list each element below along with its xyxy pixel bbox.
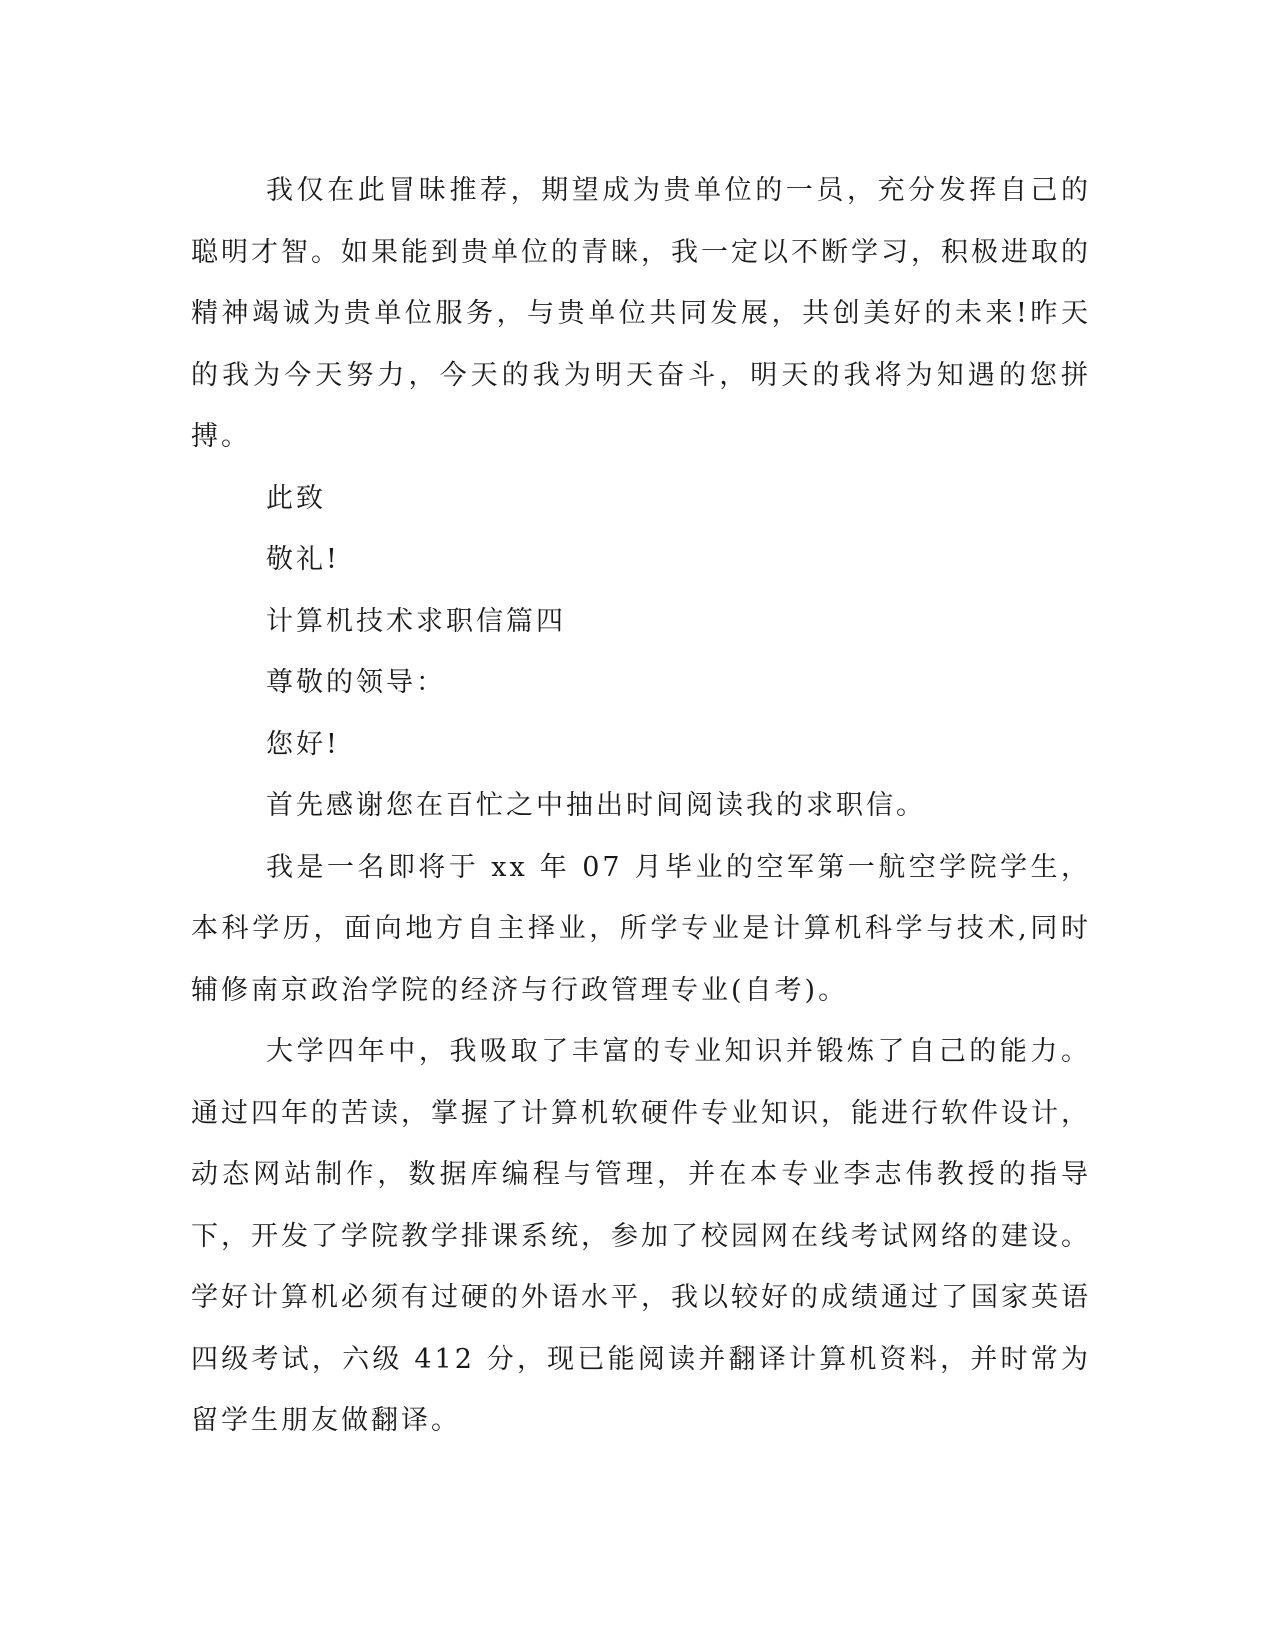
paragraph-introduction: 我是一名即将于 xx 年 07 月毕业的空军第一航空学院学生，本科学历，面向地方自主择业，所学专业是计算机科学与技术,同时辅修南京政治学院的经济与行政管理专业(自考)。 xyxy=(191,851,1091,1006)
closing-salutation: 此致 xyxy=(266,482,326,514)
paragraph-experience: 大学四年中，我吸取了丰富的专业知识并锻炼了自己的能力。通过四年的苦读，掌握了计算机软硬件专业知识，能进行软件设计，动态网站制作，数据库编程与管理，并在本专业李志伟教授的指导下，开发了学院教学排课系统，参加了校园网在线考试网络的建设。学好计算机必须有过硬的外语水平，我以较好的成绩通过了国家英语四级考试，六级 412 分，现已能阅读并翻译计算机资料，并时常为留学生朋友做翻译。 xyxy=(191,1036,1091,1436)
greeting-hello: 您好! xyxy=(266,728,340,760)
paragraph-thanks: 首先感谢您在百忙之中抽出时间阅读我的求职信。 xyxy=(266,790,926,821)
section-title: 计算机技术求职信篇四 xyxy=(266,605,566,637)
paragraph-recommendation: 我仅在此冒昧推荐，期望成为贵单位的一员，充分发挥自己的聪明才智。如果能到贵单位的青睐，我一定以不断学习，积极进取的精神竭诚为贵单位服务，与贵单位共同发展，共创美好的未来!昨天的我为今天努力，今天的我为明天奋斗，明天的我将为知遇的您拼搏。 xyxy=(191,175,1091,452)
closing-regards: 敬礼! xyxy=(266,544,340,575)
document-body xyxy=(191,160,1091,1452)
greeting-recipient: 尊敬的领导： xyxy=(266,667,446,698)
